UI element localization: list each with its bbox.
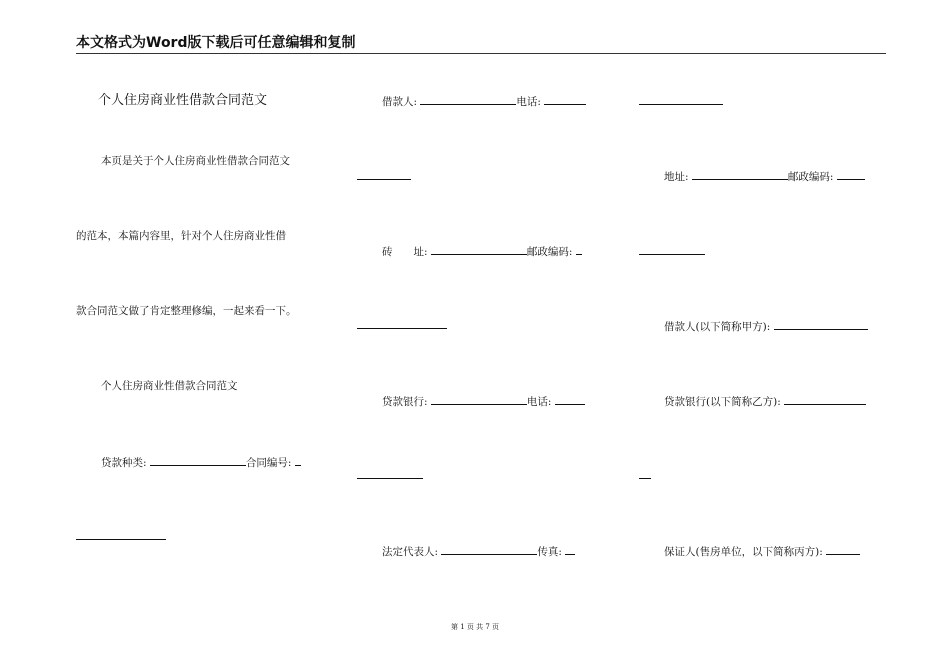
party-b-blank	[784, 393, 866, 405]
bank-field	[382, 393, 585, 409]
borrower-blank	[420, 93, 516, 105]
guarantor-field	[664, 543, 860, 559]
borrower-phone-blank	[544, 93, 586, 105]
right-address-blank	[692, 168, 788, 180]
bank-phone-label: 电话:	[526, 396, 552, 408]
right-postcode-continuation-blank	[639, 254, 705, 255]
fax-blank	[565, 543, 575, 555]
loan-type-field	[101, 454, 301, 470]
party-a-blank	[774, 318, 868, 330]
borrower-phone-label: 电话:	[516, 96, 541, 108]
address-field	[382, 243, 582, 259]
borrower-field	[382, 93, 586, 109]
document-header: 本文格式为Word版下载后可任意编辑和复制	[76, 33, 886, 54]
legal-rep-label: 法定代表人:	[382, 546, 439, 558]
party-b-field	[664, 393, 866, 409]
loan-type-label: 贷款种类:	[101, 457, 147, 469]
bank-phone-blank	[555, 393, 585, 405]
intro-paragraph-line-2: 的范本，本篇内容里，针对个人住房商业性借	[76, 230, 286, 242]
postcode-blank	[576, 243, 582, 255]
right-address-field	[664, 168, 865, 184]
party-a-field	[664, 318, 868, 334]
loan-type-blank	[150, 454, 246, 466]
contract-no-label: 合同编号:	[245, 457, 292, 469]
right-postcode-blank	[837, 168, 865, 180]
borrower-label: 借款人:	[382, 96, 418, 108]
address-label: 砖 址:	[382, 246, 428, 258]
right-postcode-label: 邮政编码:	[787, 171, 834, 183]
fax-label: 传真:	[537, 546, 562, 558]
legal-rep-field	[382, 543, 575, 559]
party-a-label: 借款人(以下简称甲方):	[664, 321, 771, 333]
bank-blank	[431, 393, 527, 405]
contract-no-blank	[295, 454, 301, 466]
postcode-label: 邮政编码:	[526, 246, 573, 258]
address-continuation-blank	[357, 328, 447, 329]
document-title: 个人住房商业性借款合同范文	[98, 93, 268, 108]
subtitle-line: 个人住房商业性借款合同范文	[101, 380, 238, 392]
intro-paragraph-line-3: 款合同范文做了肯定整理修编，一起来看一下。	[76, 305, 297, 317]
bank-label: 贷款银行:	[382, 396, 428, 408]
contract-no-continuation-blank	[76, 539, 166, 540]
guarantor-label: 保证人(售房单位，以下简称丙方):	[664, 546, 823, 558]
bank-continuation-blank	[357, 478, 423, 479]
legal-rep-blank	[441, 543, 537, 555]
right-address-label: 地址:	[664, 171, 689, 183]
address-blank	[431, 243, 527, 255]
top-right-blank	[639, 104, 723, 105]
guarantor-blank	[826, 543, 860, 555]
intro-paragraph-line-1: 本页是关于个人住房商业性借款合同范文	[101, 155, 290, 167]
page-footer: 第 1 页 共 7 页	[450, 623, 500, 631]
borrower-continuation-blank	[357, 179, 411, 180]
party-b-label: 贷款银行(以下简称乙方):	[664, 396, 781, 408]
party-b-continuation-blank	[639, 478, 651, 479]
